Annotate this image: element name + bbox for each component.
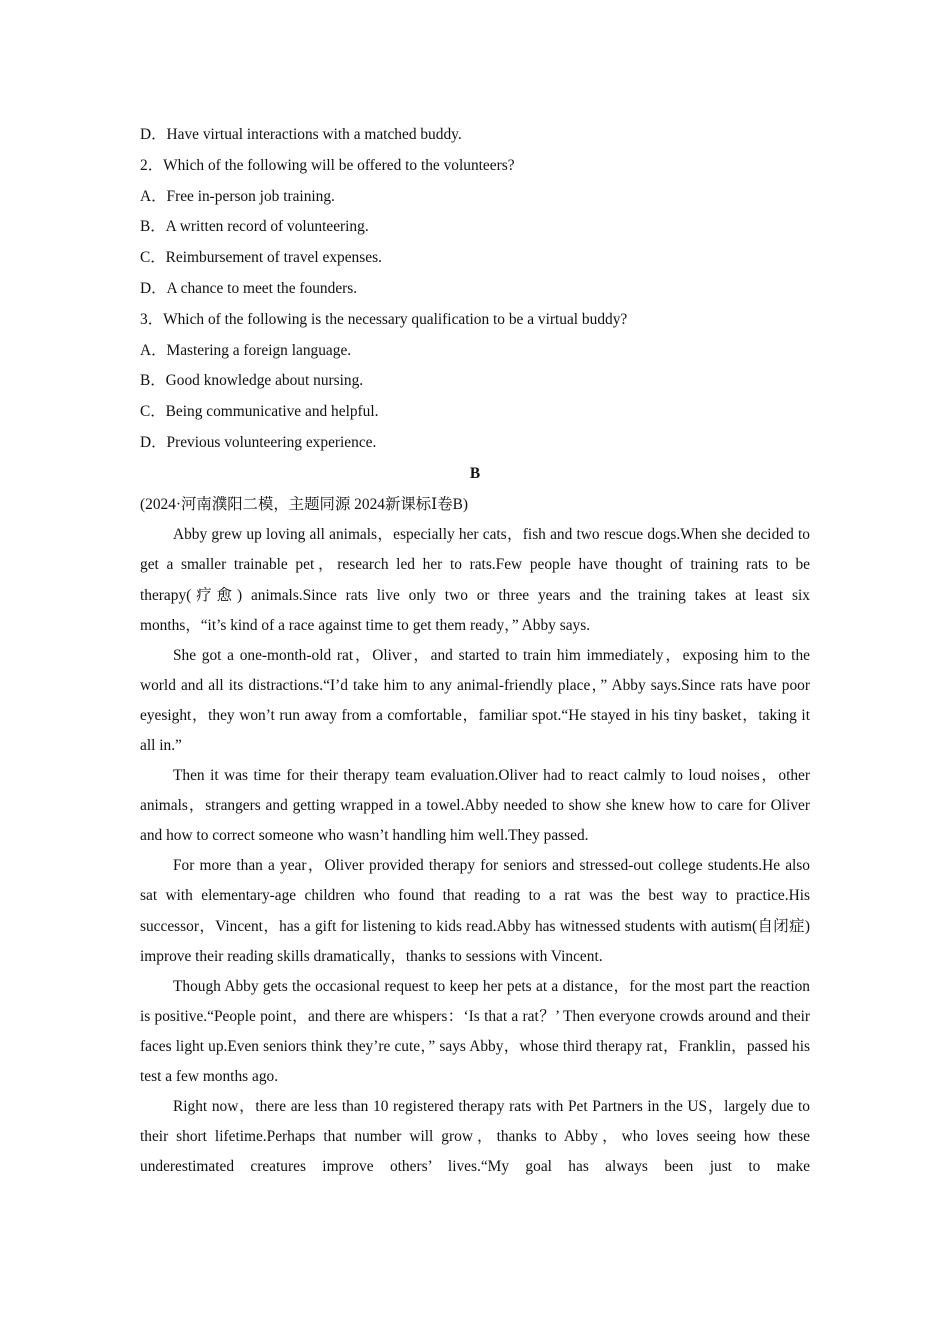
q2-option-b: B．A written record of volunteering. bbox=[140, 218, 369, 236]
q3-stem: 3．Which of the following is the necessary qualification to be a virtual buddy? bbox=[140, 310, 628, 328]
q3-option-a: A．Mastering a foreign language. bbox=[140, 341, 352, 359]
q2-option-d: D．A chance to meet the founders. bbox=[140, 279, 358, 297]
passage-heading: B bbox=[469, 464, 481, 482]
q3-option-b: B．Good knowledge about nursing. bbox=[140, 372, 364, 390]
passage-source: (2024·河南濮阳二模，主题同源 2024新课标Ⅰ卷B) bbox=[140, 495, 468, 513]
document-page bbox=[140, 120, 810, 1182]
q3-option-d: D．Previous volunteering experience. bbox=[140, 433, 377, 451]
q2-stem: 2．Which of the following will be offered to the volunteers? bbox=[140, 156, 515, 174]
q2-option-c: C．Reimbursement of travel expenses. bbox=[140, 249, 382, 267]
passage-paragraph-3: Then it was time for their therapy team evaluation.Oliver had to react calmly to loud noises，other animals，strangers and getting wrapped in a towel.Abby needed to show she knew how to care for Oliver and how to correct someone who wasn’t handling him well.They passed. bbox=[140, 767, 810, 845]
passage-paragraph-4: For more than a year，Oliver provided therapy for seniors and stressed-out college students.He also sat with elementary-age children who found that reading to a rat was the best way to practice.His successor，Vincent，has a gift for listening to kids read.Abby has witnessed students with autism(自闭症) improve their reading skills dramatically，thanks to sessions with Vincent. bbox=[140, 857, 810, 965]
passage-paragraph-5: Though Abby gets the occasional request to keep her pets at a distance，for the most part the reaction is positive.“People point，and there are whispers：‘Is that a rat？’ Then everyone crowds around and their faces light up.Even seniors think they’re cute，” says Abby，whose third therapy rat，Franklin，passed his test a few months ago. bbox=[140, 977, 810, 1086]
q1-option-d: D．Have virtual interactions with a matched buddy. bbox=[140, 126, 462, 143]
passage-paragraph-2: She got a one-month-old rat，Oliver，and started to train him immediately，exposing him to the world and all its distractions.“I’d take him to any animal-friendly place，” Abby says.Since rats have poor eyesight，they won’t run away from a comfortable，familiar spot.“He stayed in his tiny basket，taking it all in.” bbox=[140, 646, 810, 755]
q3-option-c: C．Being communicative and helpful. bbox=[140, 403, 379, 421]
passage-paragraph-6: Right now，there are less than 10 registered therapy rats with Pet Partners in the US，largely due to their short lifetime.Perhaps that number will grow，thanks to Abby，who loves seeing how these underestimated creatures improve others’ lives.“My goal has always been just to make bbox=[140, 1098, 810, 1176]
q2-option-a: A．Free in-person job training. bbox=[140, 187, 335, 205]
passage-paragraph-1: Abby grew up loving all animals，especially her cats，fish and two rescue dogs.When she decided to get a smaller trainable pet，research led her to rats.Few people have thought of training rats to be therapy(疗愈) animals.Since rats live only two or three years and the training takes at least six months，“it’s kind of a race against time to get them ready，” Abby says. bbox=[140, 526, 810, 634]
